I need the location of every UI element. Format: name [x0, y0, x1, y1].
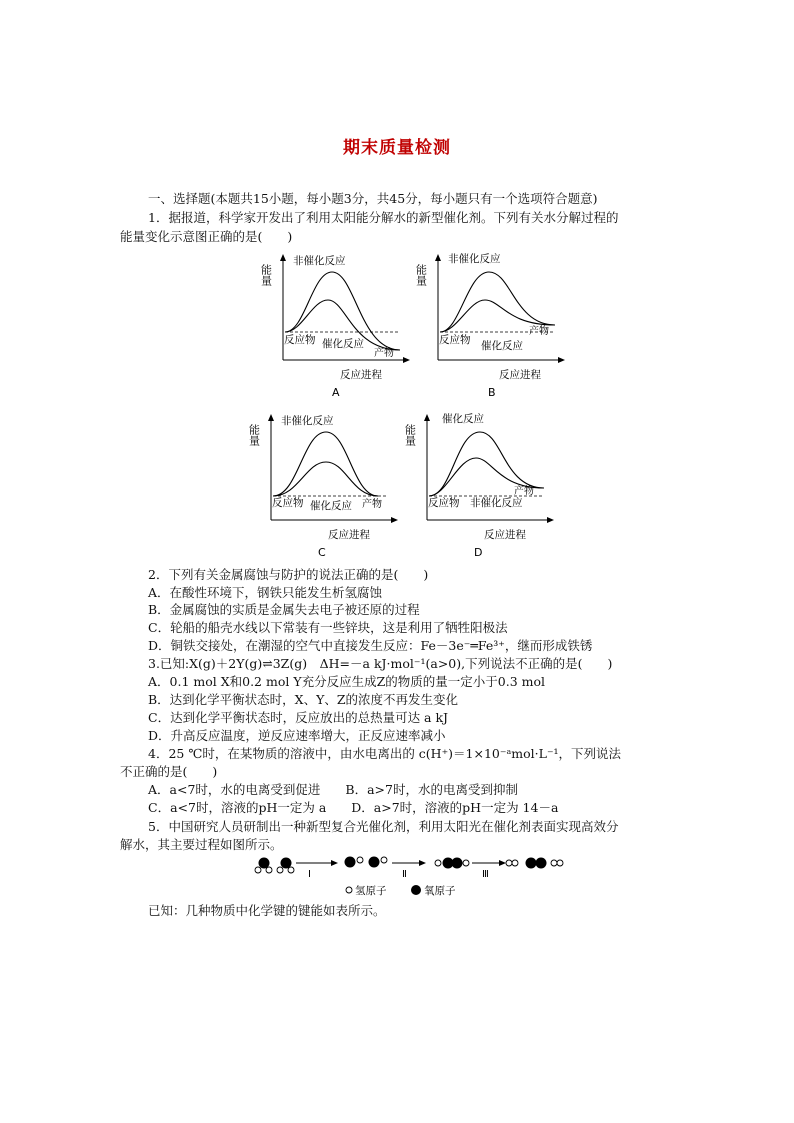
diagram-a-top-label: 非催化反应 — [293, 255, 346, 267]
q5-process-diagram — [250, 853, 580, 901]
q5-stem-line1: 5．中国研究人员研制出一种新型复合光催化剂，利用太阳光在催化剂表面实现高效分 — [148, 819, 619, 834]
q2-option-c: C．轮船的船壳水线以下常装有一些锌块，这是利用了牺牲阳极法 — [148, 620, 508, 635]
q3-option-b: B．达到化学平衡状态时，X、Y、Z的浓度不再发生变化 — [148, 692, 459, 707]
q1-stem-line1: 1．据报道，科学家开发出了利用太阳能分解水的新型催化剂。下列有关水分解过程的 — [148, 210, 619, 225]
q1-diagram-d — [404, 410, 554, 560]
diagram-d-ylabel: 能量 — [404, 424, 417, 446]
diagram-d-mid-label: 非催化反应 — [470, 497, 523, 509]
q3-stem: 3.已知:X(g)＋2Y(g)⇌3Z(g) ΔH=－a kJ·mol⁻¹(a>0),下列说法不正确的是( ) — [148, 656, 613, 671]
diagram-c-product: 产物 — [362, 499, 382, 510]
known-statement: 已知：几种物质中化学键的键能如表所示。 — [148, 903, 386, 918]
q4-options-ab: A．a<7时，水的电离受到促进 B．a>7时，水的电离受到抑制 — [148, 782, 518, 797]
water-molecule-1 — [255, 858, 272, 874]
q2-option-d: D．铜铁交接处，在潮湿的空气中直接发生反应：Fe－3e⁻═Fe³⁺，继而形成铁锈 — [148, 638, 593, 653]
diagram-c-ylabel: 能量 — [248, 424, 261, 446]
oxygen-legend-icon — [411, 885, 421, 895]
q4-stem-line1: 4．25 ℃时，在某物质的溶液中，由水电离出的 c(H⁺)＝1×10⁻ᵃmol·L⁻¹，下列说法 — [148, 746, 622, 761]
diagram-a-letter: A — [332, 386, 340, 399]
q2-stem: 2．下列有关金属腐蚀与防护的说法正确的是( ) — [148, 567, 429, 582]
diagram-b-reactant: 反应物 — [439, 334, 471, 346]
section-heading: 一、选择题(本题共15小题，每小题3分，共45分，每小题只有一个选项符合题意) — [148, 191, 598, 206]
diagram-c-top-label: 非催化反应 — [281, 415, 334, 427]
q2-option-b: B．金属腐蚀的实质是金属失去电子被还原的过程 — [148, 602, 420, 617]
legend-hydrogen: 氢原子 — [355, 885, 387, 897]
diagram-c-mid-label: 催化反应 — [310, 500, 352, 512]
diagram-a-ylabel: 能量 — [260, 264, 273, 286]
diagram-d-top-label: 催化反应 — [442, 413, 484, 425]
diagram-d-xlabel: 反应进程 — [484, 529, 526, 541]
q3-option-d: D．升高反应温度，逆反应速率增大，正反应速率减小 — [148, 728, 446, 743]
diagram-c-letter: C — [318, 546, 326, 559]
q3-option-a: A．0.1 mol X和0.2 mol Y充分反应生成Z的物质的量一定小于0.3 mol — [148, 674, 545, 689]
step-label-ii: Ⅱ — [402, 869, 407, 880]
legend-oxygen: 氧原子 — [424, 885, 456, 897]
hydrogen-legend-icon — [346, 887, 352, 893]
diagram-a-mid-label: 催化反应 — [322, 338, 364, 350]
diagram-b-ylabel: 能量 — [415, 264, 428, 286]
q5-stem-line2: 解水，其主要过程如图所示。 — [120, 837, 283, 852]
diagram-d-reactant: 反应物 — [428, 497, 460, 509]
q3-option-c: C．达到化学平衡状态时，反应放出的总热量可达 a kJ — [148, 710, 449, 725]
diagram-b-product: 产物 — [529, 326, 549, 337]
q4-options-cd: C．a<7时，溶液的pH一定为 a D．a>7时，溶液的pH一定为 14－a — [148, 800, 559, 815]
q1-diagram-c — [248, 410, 398, 560]
diagram-b-xlabel: 反应进程 — [499, 369, 541, 381]
diagram-b-letter: B — [488, 386, 496, 399]
diagram-b-mid-label: 催化反应 — [481, 340, 523, 352]
diagram-d-product: 产物 — [514, 486, 534, 497]
page-title: 期末质量检测 — [343, 138, 451, 158]
diagram-b-top-label: 非催化反应 — [448, 253, 501, 265]
diagram-a-xlabel: 反应进程 — [340, 369, 382, 381]
q1-diagram-b — [415, 250, 565, 400]
q4-stem-line2: 不正确的是( ) — [120, 764, 218, 779]
diagram-c-xlabel: 反应进程 — [328, 529, 370, 541]
diagram-c-reactant: 反应物 — [272, 497, 304, 509]
diagram-d-letter: D — [474, 546, 483, 559]
q1-diagram-a — [260, 250, 410, 400]
step-label-i: Ⅰ — [308, 869, 311, 880]
water-molecule-2 — [277, 858, 294, 874]
diagram-a-reactant: 反应物 — [284, 334, 316, 346]
q2-option-a: A．在酸性环境下，钢铁只能发生析氢腐蚀 — [148, 585, 383, 600]
step-label-iii: Ⅲ — [482, 869, 489, 880]
diagram-a-product: 产物 — [374, 348, 394, 359]
q1-stem-line2: 能量变化示意图正确的是( ) — [120, 229, 293, 244]
